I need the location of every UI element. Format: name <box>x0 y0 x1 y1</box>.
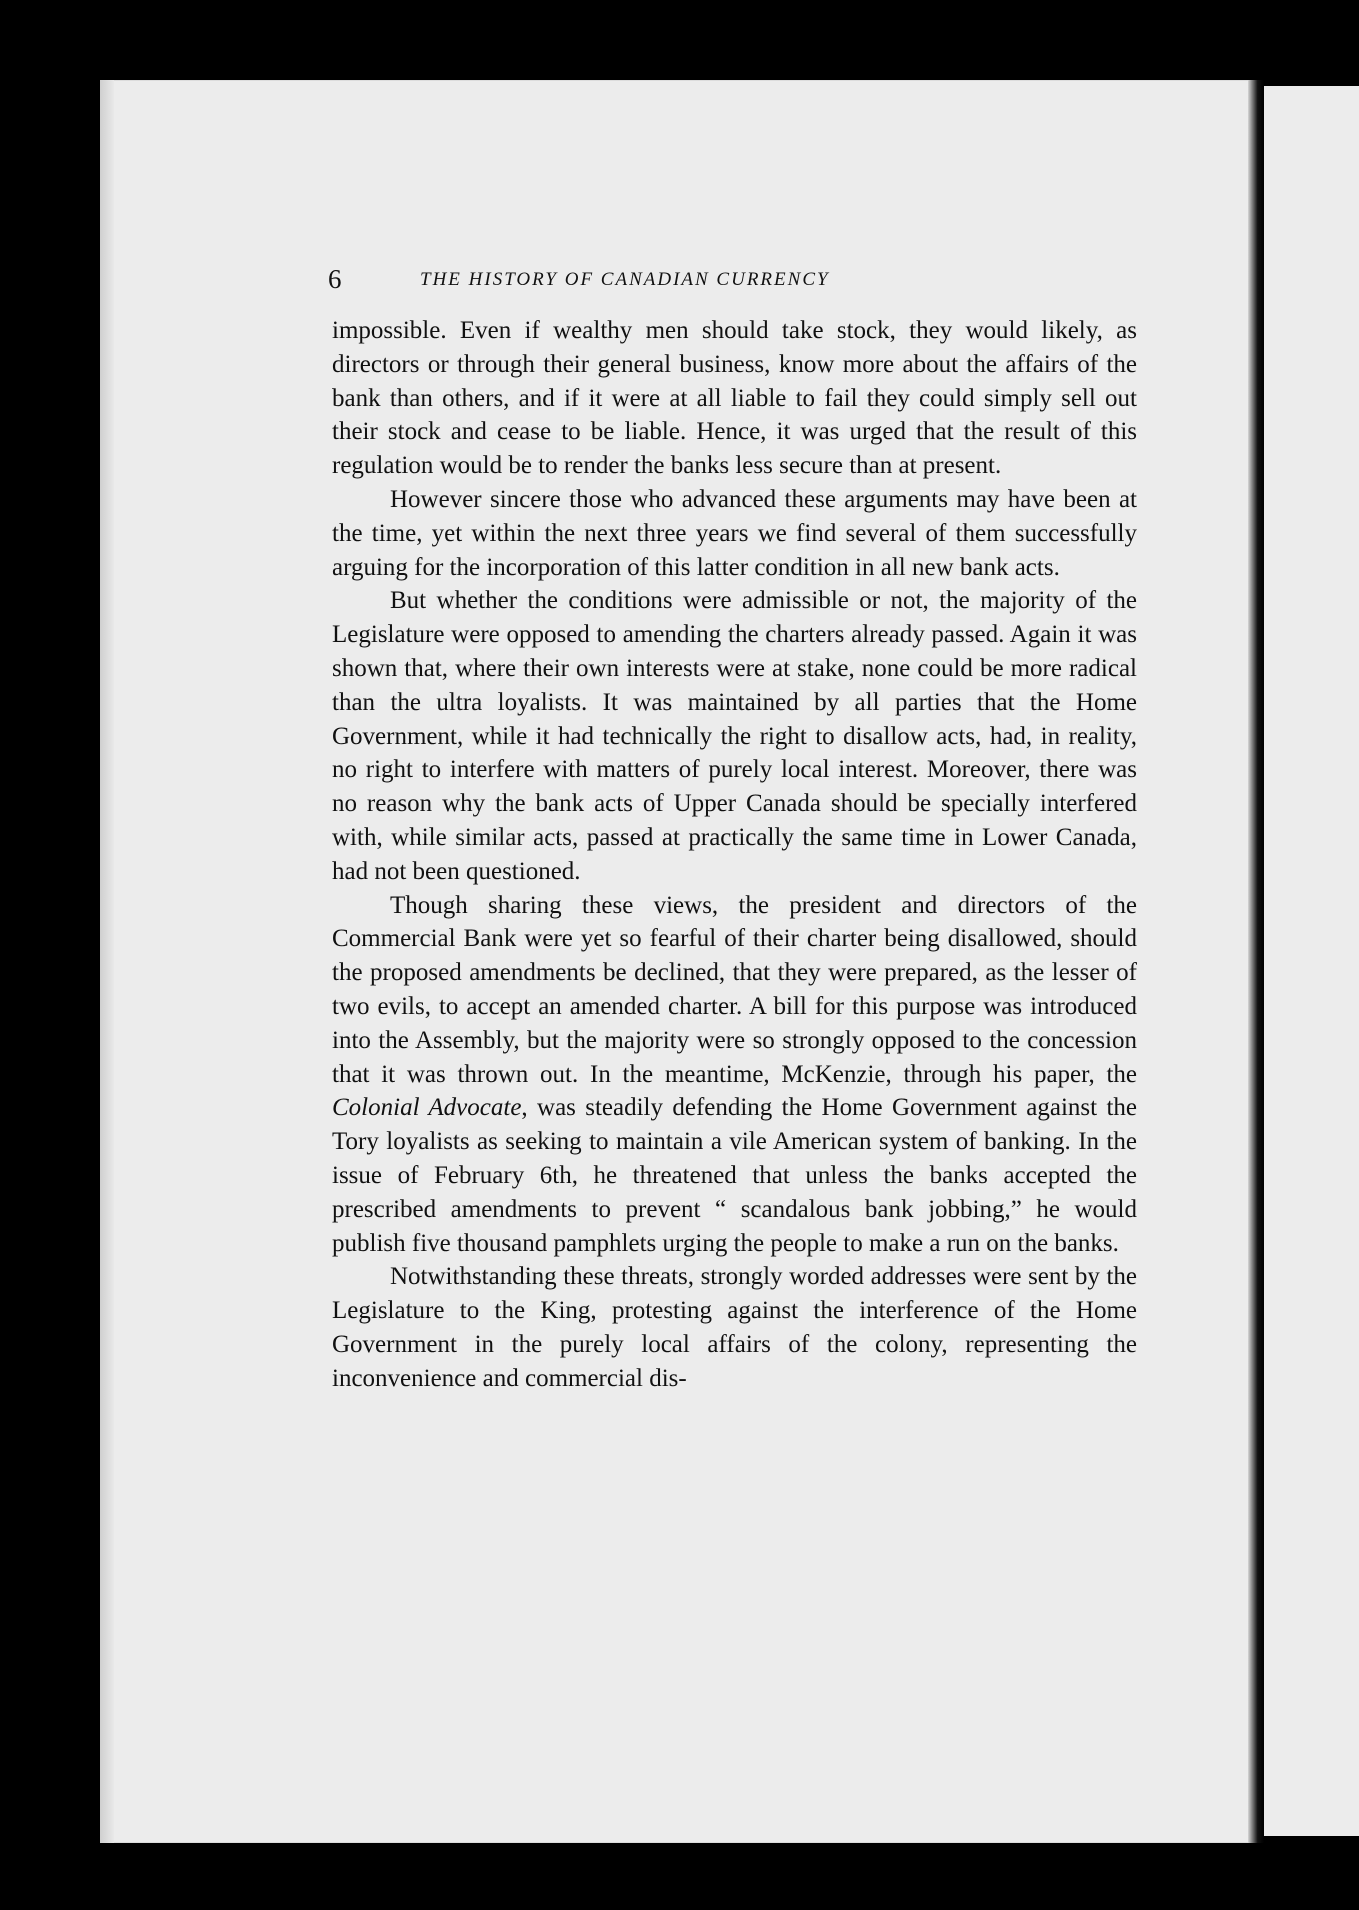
body-text <box>332 314 1137 1396</box>
paragraph-4 <box>332 889 1137 1261</box>
paragraph-4-end: , was steadily defending the Home Government against the Tory loyalists as seeking to maintain a vile American system of banking. In the issue of February 6th, he threatened that unless the banks accepted the prescribed amendments to prevent “ scandalous bank jobbing,” he would publish five thousand pamphlets urging the people to make a run on the banks. <box>332 1094 1137 1257</box>
facing-page-edge <box>1264 86 1359 1836</box>
paragraph-4-start: Though sharing these views, the president and directors of the Commercial Bank were yet so fearful of their charter being disallowed, should the proposed amendments be declined, that they were prepared, as the lesser of two evils, to accept an amended charter. A bill for this purpose was introduced into the Assembly, but the majority were so strongly opposed to the concession that it was thrown out. In the meantime, McKenzie, through his paper, the <box>332 891 1137 1088</box>
running-title: THE HISTORY OF CANADIAN CURRENCY <box>420 269 830 290</box>
page-edge <box>100 80 114 1843</box>
paragraph-2: However sincere those who advanced these arguments may have been at the time, yet within the next three years we find several of them successfully arguing for the incorporation of this latter condition in all new bank acts. <box>332 485 1137 581</box>
newspaper-title: Colonial Advocate <box>332 1094 522 1122</box>
spine-shadow <box>1248 80 1264 1843</box>
paragraph-5: Notwithstanding these threats, strongly worded addresses were sent by the Legislature to the King, protesting against the interference of the Home Government in the purely local affairs of the colony, representing the inconvenience and commercial dis- <box>332 1263 1137 1392</box>
page-header <box>328 262 1158 296</box>
paragraph-1: impossible. Even if wealthy men should take stock, they would likely, as directors or through their general business, know more about the affairs of the bank than others, and if it were at all liable to fail they could simply sell out their stock and cease to be liable. Hence, it was urged that the result of this regulation would be to render the banks less secure than at present. <box>332 317 1137 480</box>
paragraph-3: But whether the conditions were admissible or not, the majority of the Legislature were opposed to amending the charters already passed. Again it was shown that, where their own interests were at stake, none could be more radical than the ultra loyalists. It was maintained by all parties that the Home Government, while it had technically the right to disallow acts, had, in reality, no right to interfere with matters of purely local interest. Moreover, there was no reason why the bank acts of Upper Canada should be specially interfered with, while similar acts, passed at practically the same time in Lower Canada, had not been questioned. <box>332 587 1137 885</box>
page-number: 6 <box>328 264 342 294</box>
